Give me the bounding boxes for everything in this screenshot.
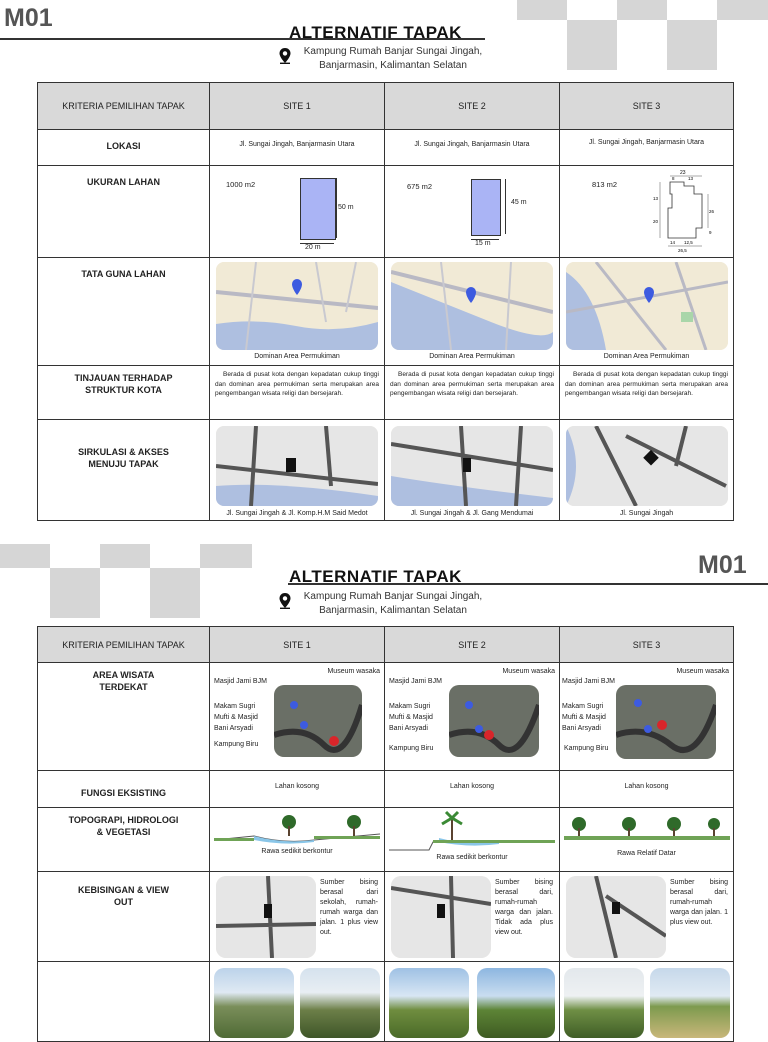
address xyxy=(293,45,493,73)
site-photo xyxy=(650,968,730,1038)
fungsi-site-2: Lahan kosong xyxy=(450,783,494,790)
site-photo xyxy=(477,968,555,1038)
dim-bottom-a: 14 xyxy=(670,240,676,245)
criteria-kebisingan: KEBISINGAN & VIEW OUT xyxy=(38,872,210,962)
dim-bottom-b: 12,5 xyxy=(684,240,693,245)
checker-decoration xyxy=(517,0,768,70)
plot-site-2 xyxy=(471,179,501,236)
page-title-2: ALTERNATIF TAPAK xyxy=(289,567,462,586)
criteria-table-2 xyxy=(37,626,734,1042)
section-drawing-site-3 xyxy=(564,812,730,848)
topo-caption-site-2: Rawa sedikit berkontur xyxy=(436,854,508,861)
area-site-2: 675 m2 xyxy=(407,182,433,191)
criteria-fungsi-eksisting: FUNGSI EKSISTING xyxy=(38,771,210,808)
header-criteria: KRITERIA PEMILIHAN TAPAK xyxy=(38,627,210,663)
row-ukuran-lahan xyxy=(38,166,734,258)
address-2 xyxy=(293,590,493,618)
section-drawing-site-2 xyxy=(389,810,555,854)
address-line-2: Banjarmasin, Kalimantan Selatan xyxy=(319,605,467,616)
dim-top-a: 8 xyxy=(672,176,675,181)
plot-width-site-1: 20 m xyxy=(305,244,321,251)
label-makam: Makam Sugri Mufti & Masjid Bani Arsyadi xyxy=(562,703,606,732)
noise-text-site-3: Sumber bising berasal dari, rumah-rumah warga dan jalan. 1 plus view out. xyxy=(670,879,728,926)
criteria-area-wisata: AREA WISATA TERDEKAT xyxy=(38,663,210,771)
landuse-map-site-2 xyxy=(391,262,553,350)
area-site-3: 813 m2 xyxy=(592,180,618,189)
header-site-1: SITE 1 xyxy=(210,627,385,663)
access-map-site-3 xyxy=(566,426,728,506)
access-caption-site-3: Jl. Sungai Jingah xyxy=(619,510,674,517)
tourism-map-site-2 xyxy=(449,685,539,757)
site-marker xyxy=(612,902,620,914)
landuse-caption-site-1: Dominan Area Permukiman xyxy=(254,353,340,360)
dim-top-b: 13 xyxy=(688,176,694,181)
area-site-1: 1000 m2 xyxy=(226,180,256,189)
criteria-lokasi: LOKASI xyxy=(38,130,210,166)
criteria-tinjauan: TINJAUAN TERHADAP STRUKTUR KOTA xyxy=(38,366,210,420)
site-photo xyxy=(564,968,644,1038)
label-makam: Makam Sugri Mufti & Masjid Bani Arsyadi xyxy=(389,703,433,732)
row-fungsi-eksisting xyxy=(38,771,734,808)
topo-caption-site-3: Rawa Relatif Datar xyxy=(617,850,676,857)
label-kampung: Kampung Biru xyxy=(564,745,609,752)
dim-right: 26 xyxy=(709,209,715,214)
row-area-wisata xyxy=(38,663,734,771)
access-map-site-2 xyxy=(391,426,553,506)
criteria-table-1 xyxy=(37,82,734,521)
site-marker xyxy=(264,904,272,918)
plot-height-site-1: 50 m xyxy=(338,204,354,211)
landuse-caption-site-3: Dominan Area Permukiman xyxy=(603,353,690,360)
row-photos xyxy=(38,962,734,1042)
noise-text-site-2: Sumber bising berasal dari, rumah-rumah warga dan jalan. Tidak ada plus view out. xyxy=(495,879,553,936)
address-line-2: Banjarmasin, Kalimantan Selatan xyxy=(319,60,467,71)
sheet-code-2: M01 xyxy=(698,551,747,579)
row-tata-guna-lahan xyxy=(38,258,734,366)
landuse-map-site-3 xyxy=(566,262,728,350)
address-line-1: Kampung Rumah Banjar Sungai Jingah, xyxy=(303,591,483,602)
checker-decoration-2 xyxy=(0,544,252,618)
plot-site-1 xyxy=(300,178,336,240)
plot-height-site-2: 45 m xyxy=(511,199,527,206)
label-museum: Museum wasaka xyxy=(676,668,729,675)
header-site-1: SITE 1 xyxy=(210,83,385,130)
criteria-photos xyxy=(38,962,210,1042)
lokasi-site-3: Jl. Sungai Jingah, Banjarmasin Utara xyxy=(588,139,705,146)
noise-map-site-2 xyxy=(391,876,491,958)
label-kampung: Kampung Biru xyxy=(389,745,434,752)
address-line-1: Kampung Rumah Banjar Sungai Jingah, xyxy=(303,46,483,57)
criteria-sirkulasi: SIRKULASI & AKSES MENUJU TAPAK xyxy=(38,420,210,521)
site-photo xyxy=(300,968,380,1038)
label-museum: Museum wasaka xyxy=(502,668,555,675)
dim-top: 23 xyxy=(680,170,686,176)
criteria-tata-guna-lahan: TATA GUNA LAHAN xyxy=(38,258,210,366)
tourism-map-site-1 xyxy=(274,685,362,757)
plot-width-site-2: 15 m xyxy=(475,240,491,247)
lokasi-site-1: Jl. Sungai Jingah, Banjarmasin Utara xyxy=(239,141,355,148)
access-map-site-1 xyxy=(216,426,378,506)
lokasi-site-2: Jl. Sungai Jingah, Banjarmasin Utara xyxy=(414,141,530,148)
sheet-code: M01 xyxy=(4,4,53,32)
site-photo xyxy=(389,968,469,1038)
label-masjid: Masjid Jami BJM xyxy=(562,678,615,685)
site-marker xyxy=(437,904,445,918)
plot-drawing-site-3 xyxy=(650,168,716,256)
label-kampung: Kampung Biru xyxy=(214,741,259,748)
row-kebisingan xyxy=(38,872,734,962)
access-caption-site-2: Jl. Sungai Jingah & Jl. Gang Mendumai xyxy=(410,510,534,517)
location-pin-icon xyxy=(279,593,291,609)
table-header-row xyxy=(38,83,734,130)
row-lokasi xyxy=(38,130,734,166)
header-criteria: KRITERIA PEMILIHAN TAPAK xyxy=(38,83,210,130)
noise-map-site-1 xyxy=(216,876,316,958)
header-site-2: SITE 2 xyxy=(385,627,560,663)
noise-text-site-1: Sumber bising berasal dari sekolah, rumah-rumah warga dan jalan. 1 plus view out. xyxy=(320,879,378,936)
noise-map-site-3 xyxy=(566,876,666,958)
site-photo xyxy=(214,968,294,1038)
landuse-caption-site-2: Dominan Area Permukiman xyxy=(429,353,515,360)
row-topografi xyxy=(38,808,734,872)
header-site-3: SITE 3 xyxy=(560,627,734,663)
header-site-3: SITE 3 xyxy=(560,83,734,130)
site-marker xyxy=(463,458,471,472)
label-masjid: Masjid Jami BJM xyxy=(389,678,442,685)
criteria-ukuran-lahan: UKURAN LAHAN xyxy=(38,166,210,258)
tourism-map-site-3 xyxy=(616,685,716,759)
dim-left-a: 13 xyxy=(653,196,659,201)
tinjauan-site-3: Berada di pusat kota dengan kepadatan cukup tinggi dan dominan area permukiman serta merupakan area pengembangan wisata religi dan bersejarah. xyxy=(565,371,728,397)
landuse-map-site-1 xyxy=(216,262,378,350)
label-makam: Makam Sugri Mufti & Masjid Bani Arsyadi xyxy=(214,703,258,732)
criteria-topografi: TOPOGRAPI, HIDROLOGI & VEGETASI xyxy=(38,808,210,872)
tinjauan-site-1: Berada di pusat kota dengan kepadatan cukup tinggi dan dominan area permukiman serta merupakan area pengembangan wisata religi dan bersejarah. xyxy=(215,371,379,397)
dim-bottom: 26,5 xyxy=(678,248,687,253)
access-caption-site-1: Jl. Sungai Jingah & Jl. Komp.H.M Said Medot xyxy=(226,510,368,517)
page-title: ALTERNATIF TAPAK xyxy=(289,23,462,42)
table-header-row xyxy=(38,627,734,663)
dim-left-b: 20 xyxy=(653,219,659,224)
fungsi-site-3: Lahan kosong xyxy=(624,783,669,790)
location-pin-icon xyxy=(279,48,291,64)
fungsi-site-1: Lahan kosong xyxy=(275,783,319,790)
site-marker xyxy=(286,458,296,472)
label-masjid: Masjid Jami BJM xyxy=(214,678,267,685)
label-museum: Museum wasaka xyxy=(327,668,380,675)
header-site-2: SITE 2 xyxy=(385,83,560,130)
section-drawing-site-1 xyxy=(214,812,380,848)
topo-caption-site-1: Rawa sedikit berkontur xyxy=(261,848,333,855)
dim-right-b: 9 xyxy=(709,230,712,235)
tinjauan-site-2: Berada di pusat kota dengan kepadatan cukup tinggi dan dominan area permukiman serta merupakan area pengembangan wisata religi dan bersejarah. xyxy=(390,371,554,397)
row-tinjauan xyxy=(38,366,734,420)
row-sirkulasi xyxy=(38,420,734,521)
